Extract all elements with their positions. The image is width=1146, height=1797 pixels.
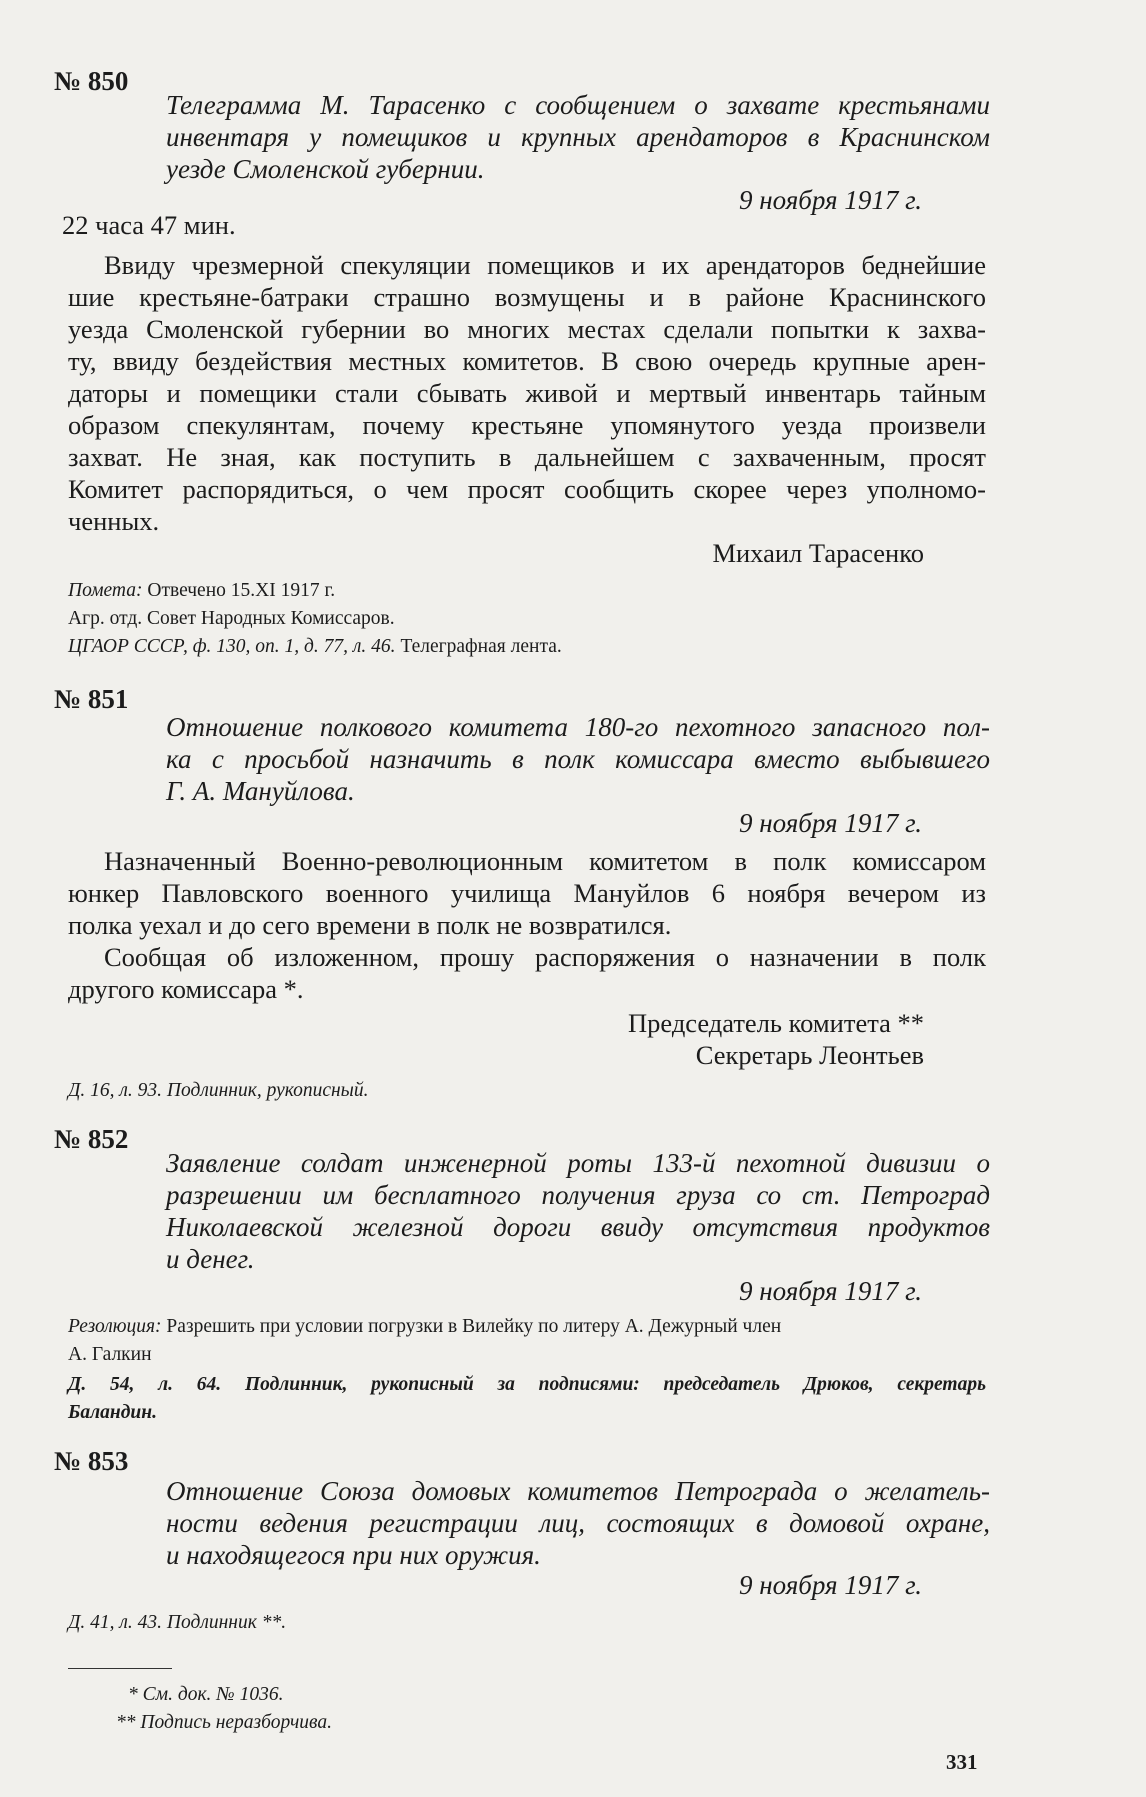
doc-852-source-line: Баландин. — [68, 1402, 157, 1423]
doc-852-title-line: Николаевской железной дороги ввиду отсутствия продуктов — [166, 1212, 990, 1242]
doc-853-title-line: ности ведения регистрации лиц, состоящих в домовой охране, — [166, 1508, 990, 1538]
doc-851-body-line: юнкер Павловского военного училища Мануйлов 6 ноября вечером из — [68, 878, 986, 908]
doc-851-body-line: Сообщая об изложенном, прошу распоряжения о назначении в полк — [104, 942, 986, 972]
doc-851-source: Д. 16, л. 93. Подлинник, рукописный. — [68, 1080, 369, 1101]
doc-851-signature-secretary: Секретарь Леонтьев — [695, 1040, 924, 1070]
doc-852-source-line: Д. 54, л. 64. Подлинник, рукописный за подписями: председатель Дрюков, секретарь — [68, 1374, 986, 1395]
doc-850-source — [68, 636, 562, 658]
footnote: * См. док. № 1036. — [128, 1684, 284, 1705]
footnote: ** Подпись неразборчива. — [116, 1712, 332, 1733]
doc-850-body-line: образом спекулянтам, почему крестьяне упомянутого уезда произвели — [68, 410, 986, 440]
doc-851-body-line: полка уехал и до сего времени в полк не возвратился. — [68, 910, 672, 940]
doc-852-date: 9 ноября 1917 г. — [738, 1276, 922, 1306]
doc-850-note-line2: Агр. отд. Совет Народных Комиссаров. — [68, 608, 395, 629]
doc-853-title-line: Отношение Союза домовых комитетов Петрограда о желатель- — [166, 1476, 990, 1506]
footnote-divider — [68, 1668, 172, 1669]
doc-850-body-line: шие крестьяне-батраки страшно возмущены и в районе Краснинского — [68, 282, 986, 312]
doc-850-body-line: ченных. — [68, 506, 160, 536]
doc-851-signature-chair: Председатель комитета ** — [628, 1008, 924, 1038]
doc-850-body-line: даторы и помещики стали сбывать живой и мертвый инвентарь тайным — [68, 378, 986, 408]
doc-850-note — [68, 580, 335, 602]
doc-850-time: 22 часа 47 мин. — [62, 210, 236, 240]
doc-850-body-line: ту, ввиду бездействия местных комитетов. В свою очередь крупные арен- — [68, 346, 986, 376]
doc-850-source-desc: Телеграфная лента. — [400, 636, 562, 657]
doc-850-body-line: захват. Не зная, как поступить в дальнейшем с захваченным, просят — [68, 442, 986, 472]
doc-850-signature: Михаил Тарасенко — [712, 538, 924, 568]
doc-853-title-line: и находящегося при них оружия. — [166, 1540, 541, 1570]
doc-850-body-line: уезда Смоленской губернии во многих местах сделали попытки к захва- — [68, 314, 986, 344]
doc-850-body-line: Комитет распорядиться, о чем просят сообщить скорее через уполномо- — [68, 474, 986, 504]
doc-853-date: 9 ноября 1917 г. — [738, 1570, 922, 1600]
doc-853-number: № 853 — [54, 1446, 129, 1476]
doc-851-body-line: другого комиссара *. — [68, 974, 304, 1004]
doc-850-number: № 850 — [54, 66, 129, 96]
doc-852-resolution-line2: А. Галкин — [68, 1344, 152, 1365]
doc-851-number: № 851 — [54, 684, 129, 714]
doc-852-resolution-text: Разрешить при условии погрузки в Вилейку по литеру А. Дежурный член — [166, 1316, 782, 1337]
doc-850-title-line: Телеграмма М. Тарасенко с сообщением о захвате крестьянами — [166, 90, 990, 120]
page-number: 331 — [946, 1750, 978, 1774]
doc-850-date: 9 ноября 1917 г. — [738, 185, 922, 215]
doc-850-title-line: инвентаря у помещиков и крупных арендаторов в Краснинском — [166, 122, 990, 152]
doc-851-title-line: Г. А. Мануйлова. — [166, 776, 355, 806]
doc-852-resolution-label: Резолюция: — [68, 1316, 162, 1337]
doc-852-title-line: Заявление солдат инженерной роты 133-й пехотной дивизии о — [166, 1148, 990, 1178]
doc-850-title-line: уезде Смоленской губернии. — [166, 154, 485, 184]
doc-851-body-line: Назначенный Военно-революционным комитетом в полк комиссаром — [104, 846, 986, 876]
doc-852-title-line: разрешении им бесплатного получения груза со ст. Петроград — [166, 1180, 990, 1210]
doc-851-title-line: Отношение полкового комитета 180-го пехотного запасного пол- — [166, 712, 990, 742]
doc-852-number: № 852 — [54, 1124, 129, 1154]
doc-850-note-text: Отвечено 15.XI 1917 г. — [147, 580, 336, 601]
doc-852-title-line: и денег. — [166, 1244, 255, 1274]
doc-853-source: Д. 41, л. 43. Подлинник **. — [68, 1612, 287, 1633]
doc-852-resolution — [68, 1316, 781, 1338]
doc-850-body-line: Ввиду чрезмерной спекуляции помещиков и их арендаторов беднейшие — [104, 250, 986, 280]
doc-850-source-ref: ЦГАОР СССР, ф. 130, оп. 1, д. 77, л. 46. — [68, 636, 396, 657]
doc-850-note-label: Помета: — [68, 580, 143, 601]
doc-851-title-line: ка с просьбой назначить в полк комиссара вместо выбывшего — [166, 744, 990, 774]
doc-851-date: 9 ноября 1917 г. — [738, 808, 922, 838]
